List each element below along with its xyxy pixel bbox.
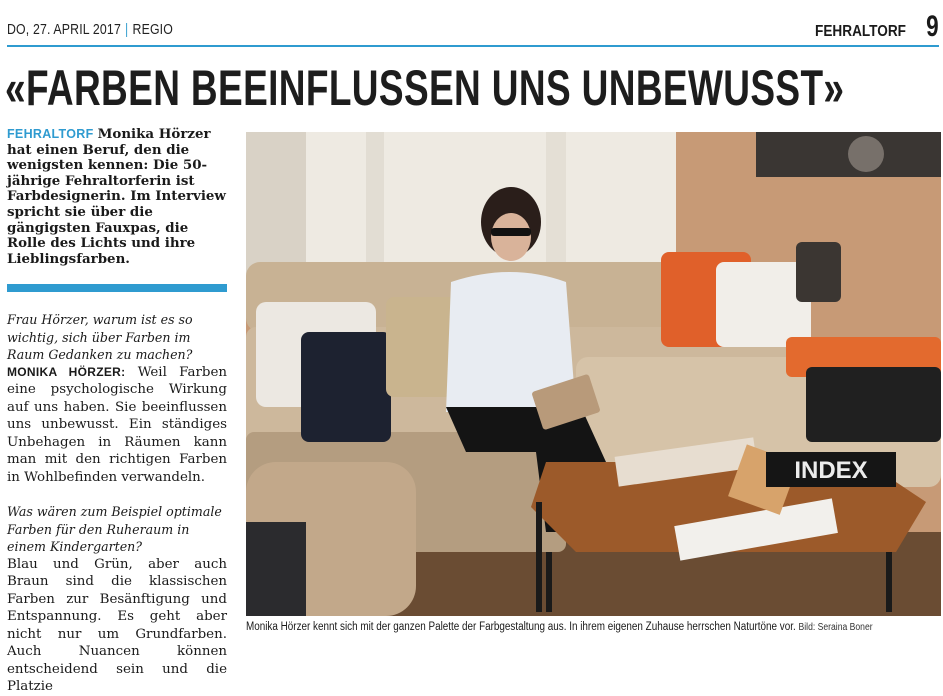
photo-person-glasses [491, 228, 531, 236]
section-fehraltorf: FEHRALTORF [815, 23, 907, 40]
section-regio: REGIO [132, 21, 173, 38]
interview-question-1: Frau Hörzer, warum ist es so wichtig, sich über Farben im Raum Gedanken zu machen? [7, 312, 193, 363]
answer-text-1: Weil Farben eine psychologische Wirkung auf uns haben. Sie beeinflussen uns unbewusst. Ein ständiges Unbehagen in Räumen kann man mit den richtigen Farben in Wohlbefinden verwandeln. [7, 364, 227, 485]
lead-divider [7, 284, 227, 292]
header-separator: | [125, 21, 129, 38]
speaker-label: MONIKA HÖRZER: [7, 364, 126, 379]
article-headline: «FARBEN BEEINFLUSSEN UNS UNBEWUSST» [5, 60, 845, 116]
photo-window [246, 132, 676, 282]
photo-illustration [246, 132, 941, 616]
photo-index-sign-text: INDEX [794, 457, 868, 484]
article-text-column [7, 127, 227, 696]
photo-person-face [491, 213, 531, 261]
article-photo [246, 132, 941, 616]
interview-question-2: Was wären zum Beispiel optimale Farben für den Ruheraum in einem Kindergarten? [7, 504, 222, 555]
interview-answer-1 [7, 364, 227, 487]
interview-answer-2: Blau und Grün, aber auch Braun sind die klassischen Farben zur Besänftigung und Entspannung. Es geht aber nicht nur um Grundfarben. Auch Nuancen können entscheidend sein und die Platzie [7, 556, 227, 695]
photo-caption [246, 621, 873, 633]
page-header-section [799, 10, 939, 44]
header-rule [7, 45, 939, 47]
lead-text: Monika Hörzer hat einen Beruf, den die wenigsten kennen: Die 50-jährige Fehraltorferin ist Farbdesignerin. Im Interview spricht sie über die gängigsten Fauxpas, die Rolle des Lichts und ihre Lieblingsfarben. [7, 126, 226, 267]
issue-date: DO, 27. APRIL 2017 [7, 21, 121, 38]
page-number: 9 [926, 10, 939, 43]
photo-credit: Bild: Seraina Boner [798, 622, 873, 633]
caption-text: Monika Hörzer kennt sich mit der ganzen Palette der Farbgestaltung aus. In ihrem eigenen Zuhause herrschen Naturtöne vor. [246, 621, 796, 633]
photo-navy-pillow [301, 332, 391, 442]
page-header-date [7, 21, 173, 38]
dateline: FEHRALTORF [7, 127, 94, 141]
article-lead [7, 127, 227, 267]
